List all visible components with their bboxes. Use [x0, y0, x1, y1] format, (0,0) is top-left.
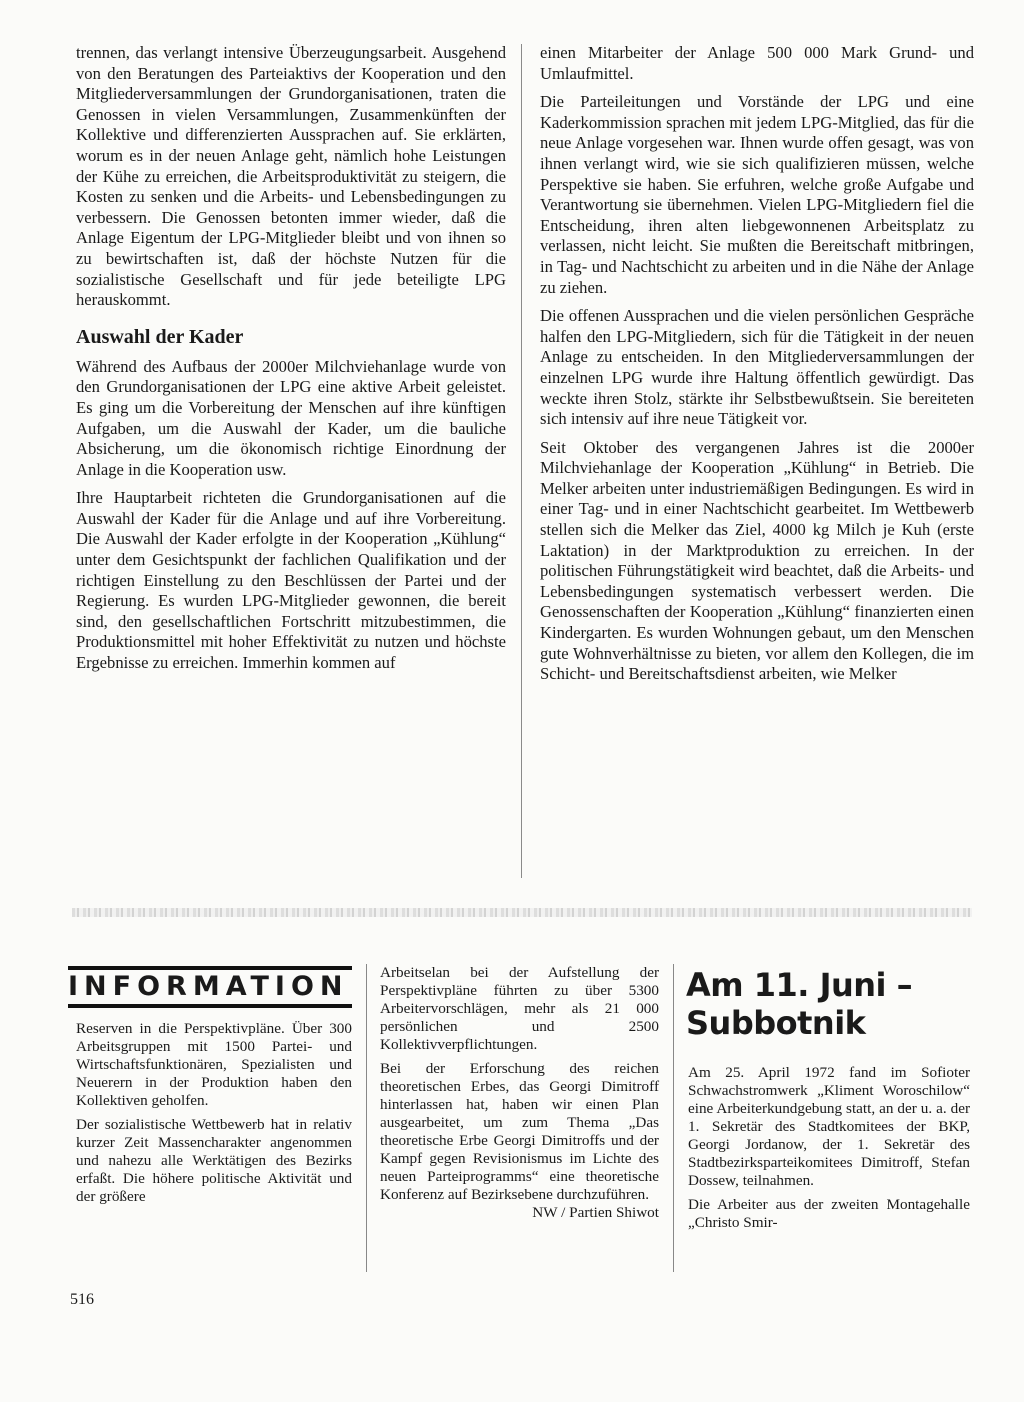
- page-number: 516: [70, 1291, 94, 1308]
- column-divider: [673, 964, 674, 1272]
- article-left-column: [76, 43, 506, 682]
- section-separator: [72, 908, 972, 917]
- information-heading: INFORMATION: [68, 966, 352, 1008]
- title-line: Subbotnik: [686, 1004, 866, 1042]
- paragraph: [380, 1060, 659, 1221]
- paragraph: Die Arbeiter aus der zweiten Montagehalle „Christo Smir-: [688, 1196, 970, 1231]
- article-right-column: [540, 43, 974, 693]
- paragraph: Während des Aufbaus der 2000er Milchviehanlage wurde von den Grundorganisationen der LPG eine aktive Arbeit geleistet. Es ging um die Vorbereitung der Menschen auf ihre künftigen Aufgaben, um die Auswahl der Kader, um die bauliche Absicherung, um die ökonomisch richtige Einordnung der Anlage in die Kooperation usw.: [76, 356, 506, 479]
- paragraph: einen Mitarbeiter der Anlage 500 000 Mark Grund- und Umlaufmittel.: [540, 43, 974, 83]
- paragraph: Ihre Hauptarbeit richteten die Grundorganisationen auf die Auswahl der Kader für die Anlage und auf ihre Vorbereitung. Die Auswahl der Kader erfolgte in der Kooperation „Kühlung“ unter dem Gesichtspunkt der fachlichen Qualifikation und der richtigen Einstellung zu den Beschlüssen der Partei und der Regierung. Es wurden LPG-Mitglieder gewonnen, die bereit sind, den gesellschaftlichen Fortschritt mitzubestimmen, die Produktionsmittel mit hoher Effektivität zu nutzen und höchste Ergebnisse zu erreichen. Immerhin kommen auf: [76, 488, 506, 673]
- subbotnik-column: [688, 1064, 970, 1238]
- paragraph-text: Bei der Erforschung des reichen theoretischen Erbes, das Georgi Dimitroff hinterlassen hat, haben wir einen Plan ausgearbeitet, um zum Thema „Das theoretische Erbe Georgi Dimitroffs und der Kampf gegen Revisionismus im Lichte des neuen Parteiprogramms“ eine theoretische Konferenz auf Bezirksebene durchzuführen.: [380, 1060, 659, 1203]
- paragraph: Seit Oktober des vergangenen Jahres ist die 2000er Milchviehanlage der Kooperation „Kühlung“ in Betrieb. Die Melker arbeiten unter industriemäßigen Bedingungen. Es wird in einer Tag- und in einer Nachtschicht gearbeitet. Im Wettbewerb stellen sich die Melker das Ziel, 4000 kg Milch je Kuh (erste Laktation) in der Marktproduktion zu erreichen. In der politischen Führungstätigkeit wird beachtet, daß die Arbeits- und Lebensbedingungen systematisch verbessert werden. Die Genossenschaften der Kooperation „Kühlung“ finanzierten einen Kindergarten. Es wurden Wohnungen gebaut, um den Menschen gute Wohnverhältnisse zu bieten, vor allem den Kollegen, die im Schicht- und Bereitschaftsdienst arbeiten, wie Melker: [540, 437, 974, 684]
- column-divider: [366, 964, 367, 1272]
- subbotnik-title: [686, 966, 976, 1042]
- column-divider: [521, 44, 522, 878]
- paragraph: Der sozialistische Wettbewerb hat in relativ kurzer Zeit Massencharakter angenommen und nahezu alle Werktätigen des Bezirks erfaßt. Die höhere politische Aktivität und der größere: [76, 1116, 352, 1205]
- paragraph: trennen, das verlangt intensive Überzeugungsarbeit. Ausgehend von den Beratungen des Parteiaktivs der Kooperation und den Mitgliederversammlungen der Grundorganisationen, traten die Genossen in vielen Versammlungen, Zusammenkünften der Kollektive und differenzierten Aussprachen auf. Sie erklärten, worum es in der neuen Anlage geht, nämlich hohe Leistungen der Kühe zu erreichen, die Arbeitsproduktivität zu steigern, die Kosten zu senken und die Arbeits- und Lebensbedingungen zu verbessern. Die Genossen betonten immer wieder, daß die Anlage Eigentum der LPG-Mitglieder bleibt und von ihnen so zu bewirtschaften ist, daß der höchste Nutzen für die sozialistische Gesellschaft und für jede beteiligte LPG herauskommt.: [76, 43, 506, 310]
- author-signature: NW / Partien Shiwot: [532, 1204, 659, 1221]
- title-line: Am 11. Juni –: [686, 966, 913, 1004]
- paragraph: Reserven in die Perspektivpläne. Über 300 Arbeitsgruppen mit 1500 Partei- und Wirtschaftsfunktionären, Spezialisten und Neuerern in der Produktion haben den Kollektiven geholfen.: [76, 1020, 352, 1109]
- paragraph: Die offenen Aussprachen und die vielen persönlichen Gespräche halfen den LPG-Mitgliedern, sich für die Tätigkeit in der neuen Anlage zu entscheiden. In den Mitgliederversammlungen der einzelnen LPG wurde ihre Haltung öffentlich gewürdigt. Das weckte ihren Stolz, stärkte ihr Selbstbewußtsein. Sie bereiteten sich intensiv auf ihre neue Tätigkeit vor.: [540, 306, 974, 429]
- information-column-1: [76, 1020, 352, 1212]
- paragraph: Arbeitselan bei der Aufstellung der Perspektivpläne führten zu über 5300 Arbeitervorschlägen, mehr als 21 000 persönlichen und 2500 Kollektivverpflichtungen.: [380, 964, 659, 1053]
- paragraph: Am 25. April 1972 fand im Sofioter Schwachstromwerk „Kliment Woroschilow“ eine Arbeiterkundgebung statt, an der u. a. der 1. Sekretär des Stadtkomitees der BKP, Georgi Jordanow, der 1. Sekretär des Stadtbezirksparteikomitees Dimitroff, Stefan Dossew, teilnahmen.: [688, 1064, 970, 1189]
- subheading: Auswahl der Kader: [76, 325, 244, 348]
- information-column-2: [380, 964, 659, 1222]
- paragraph: Die Parteileitungen und Vorstände der LPG und eine Kaderkommission sprachen mit jedem LPG-Mitglied, das für die neue Anlage vorgesehen war. Ihnen wurde offen gesagt, was von ihnen verlangt wird, wie sie sich qualifizieren müssen, welche Perspektive sie haben. Sie erfuhren, welche große Aufgabe und Verantwortung sie übernehmen. Vielen LPG-Mitgliedern fiel die Entscheidung, ihren alten liebgewonnenen Arbeitsplatz zu verlassen, nicht leicht. Sie mußten die Bereitschaft mitbringen, in Tag- und Nachtschicht zu arbeiten und in die Nähe der Anlage zu ziehen.: [540, 92, 974, 297]
